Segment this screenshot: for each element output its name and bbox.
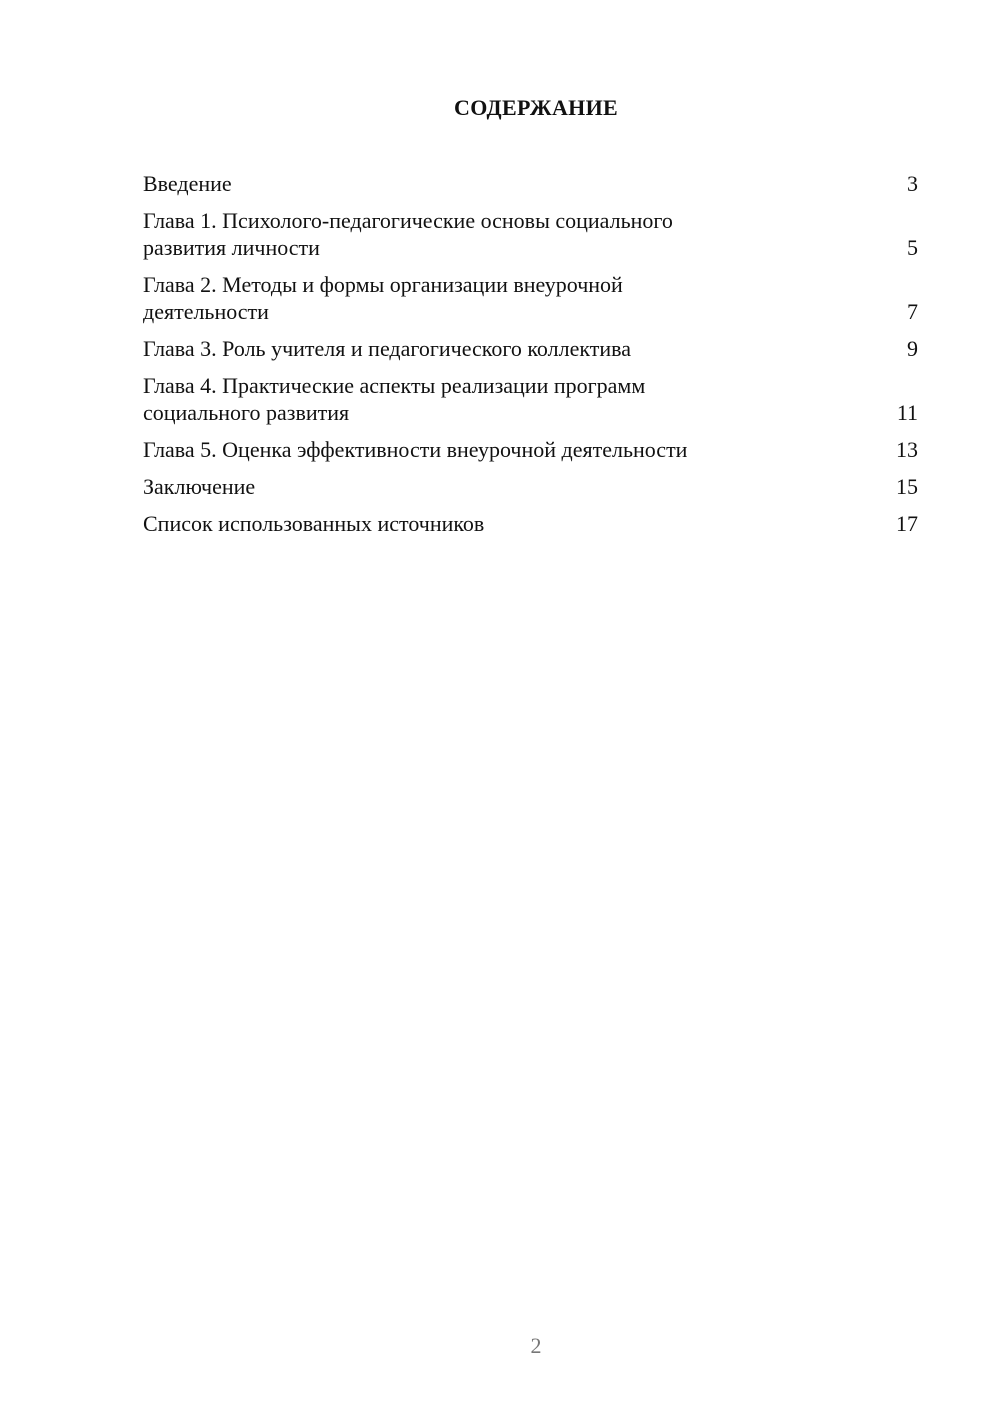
toc-entry-label: Заключение: [143, 474, 256, 499]
page-number: 2: [530, 1333, 542, 1358]
table-of-contents: [143, 170, 918, 547]
toc-entry-page-number: 15: [896, 474, 918, 499]
toc-entry-page-number: 5: [907, 235, 918, 260]
toc-entry-label: Глава 1. Психолого-педагогические основы социального развития личности: [143, 208, 673, 260]
toc-entry-chapter-4[interactable]: [143, 372, 918, 426]
toc-entry-page-number: 13: [896, 437, 918, 462]
toc-entry-label: Глава 2. Методы и формы организации внеурочной деятельности: [143, 272, 623, 324]
toc-entry-page-number: 11: [896, 400, 918, 425]
toc-entry-chapter-3[interactable]: [143, 335, 918, 362]
toc-title: СОДЕРЖАНИЕ: [454, 95, 618, 120]
toc-entry-chapter-1[interactable]: [143, 207, 918, 261]
toc-entry-page-number: 9: [907, 336, 918, 361]
toc-entry-introduction[interactable]: [143, 170, 918, 197]
toc-entry-chapter-5[interactable]: [143, 436, 918, 463]
toc-entry-label: Глава 3. Роль учителя и педагогического коллектива: [143, 336, 631, 361]
toc-entry-page-number: 7: [907, 299, 918, 324]
toc-entry-label: Список использованных источников: [143, 511, 485, 536]
toc-entry-label: Глава 5. Оценка эффективности внеурочной деятельности: [143, 437, 688, 462]
toc-entry-label: Введение: [143, 171, 232, 196]
toc-entry-references[interactable]: [143, 510, 918, 537]
toc-entry-page-number: 17: [896, 511, 918, 536]
toc-entry-label: Глава 4. Практические аспекты реализации программ социального развития: [143, 373, 646, 425]
toc-entry-page-number: 3: [907, 171, 918, 196]
toc-entry-conclusion[interactable]: [143, 473, 918, 500]
toc-entry-chapter-2[interactable]: [143, 271, 918, 325]
